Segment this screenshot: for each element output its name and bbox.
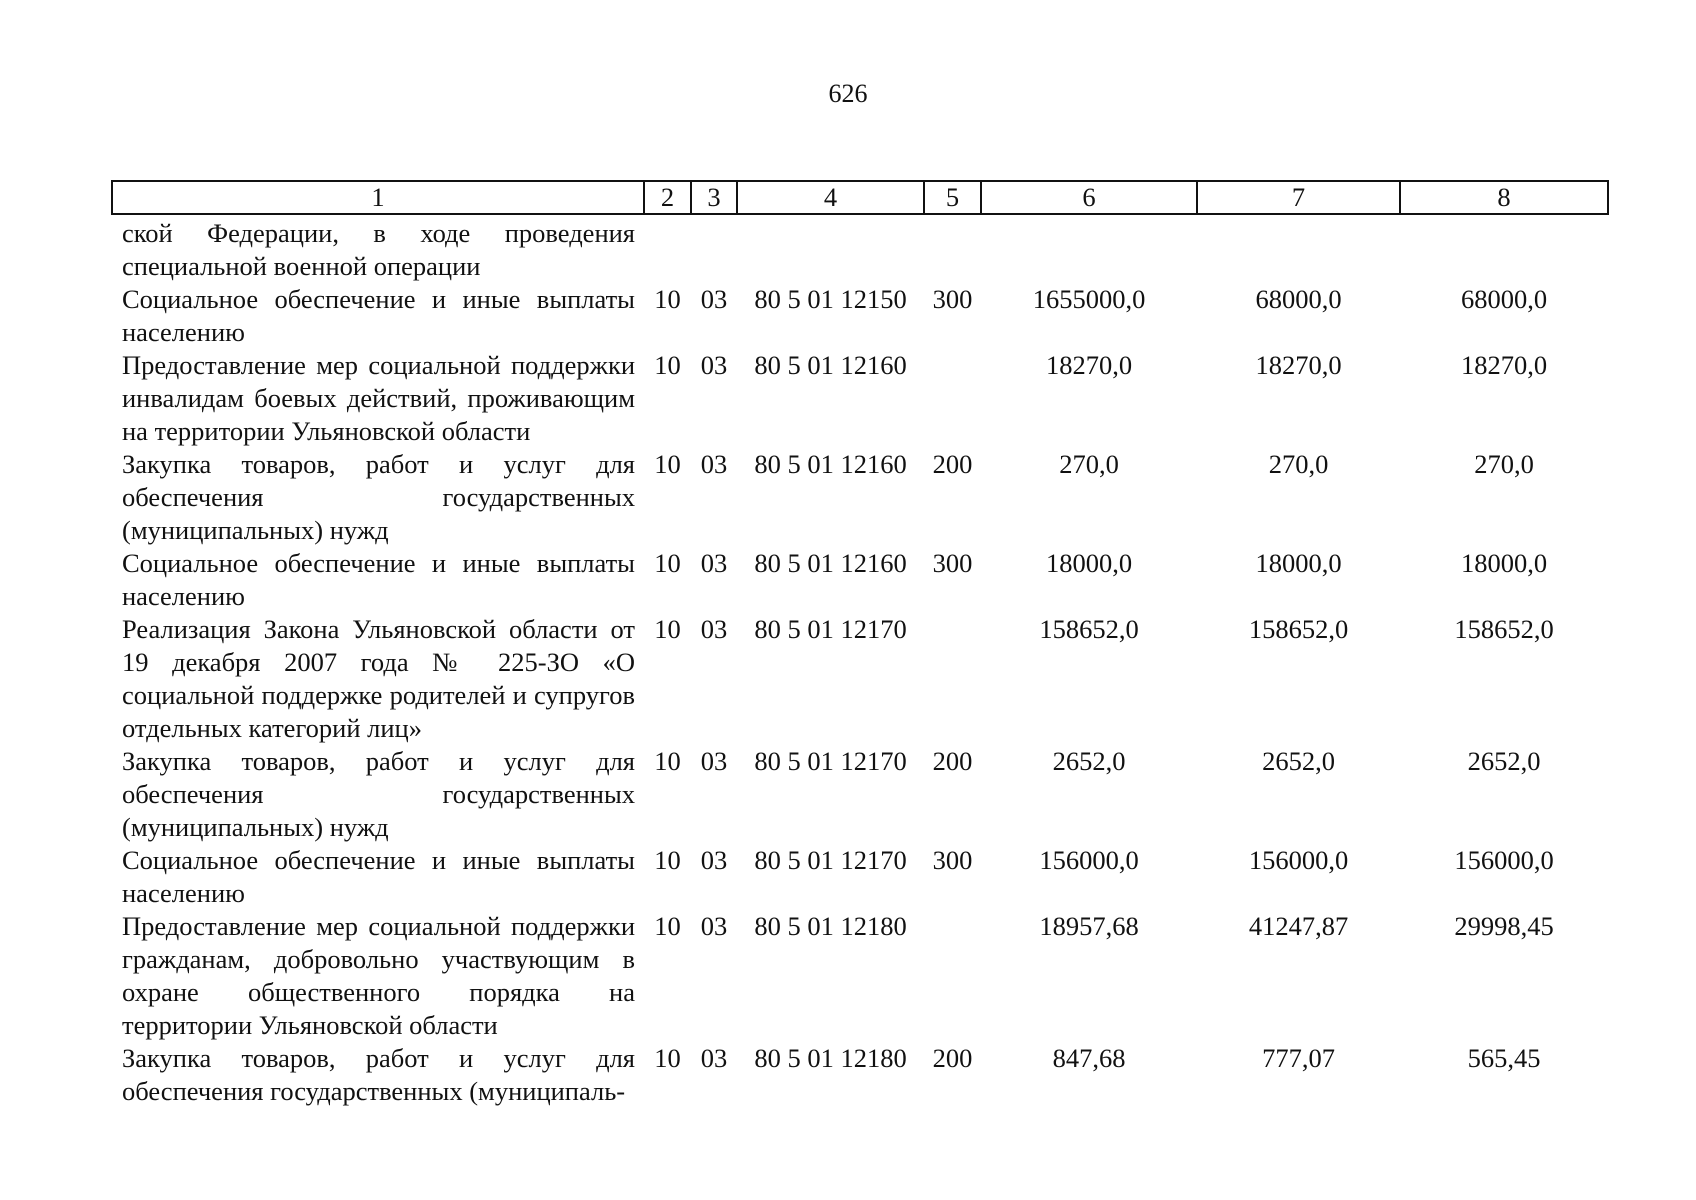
row-target-article: 80 5 01 12170 (754, 746, 907, 776)
row-amount-year-2: 270,0 (1268, 449, 1329, 479)
row-amount-year-3: 29998,45 (1454, 911, 1554, 941)
row-name: Закупка товаров, работ и услуг для обеспечения государственных (муниципаль- (122, 1043, 635, 1106)
row-subsection: 03 (700, 1043, 728, 1073)
row-amount-year-2: 156000,0 (1248, 845, 1349, 875)
row-name: Социальное обеспечение и иные выплаты населению (122, 548, 635, 611)
table-row (112, 613, 1608, 745)
row-target-article: 80 5 01 12160 (754, 449, 907, 479)
row-expense-type (924, 349, 981, 448)
row-name: Предоставление мер социальной поддержки инвалидам боевых действий, проживающим на территории Ульяновской области (122, 350, 635, 446)
row-section: 10 (654, 284, 681, 314)
row-amount-year-2: 777,07 (1262, 1043, 1335, 1073)
column-header-4: 4 (737, 181, 924, 214)
row-amount-year-2: 158652,0 (1248, 614, 1349, 644)
row-name: ской Федерации, в ходе проведения специальной военной операции (122, 218, 635, 281)
row-section: 10 (654, 614, 681, 644)
row-target-article: 80 5 01 12160 (754, 350, 907, 380)
row-amount-year-1: 847,68 (1052, 1043, 1126, 1073)
row-name: Предоставление мер социальной поддержки гражданам, добровольно участвующим в охране общественного порядка на территории Ульяновской области (122, 911, 635, 1040)
row-amount-year-1: 18270,0 (1045, 350, 1133, 380)
row-target-article: 80 5 01 12180 (754, 1043, 907, 1073)
row-target-article: 80 5 01 12150 (754, 284, 907, 314)
row-amount-year-3: 18000,0 (1460, 548, 1548, 578)
row-subsection: 03 (700, 350, 728, 380)
row-amount-year-3: 156000,0 (1454, 845, 1554, 875)
row-expense-type: 300 (932, 845, 973, 875)
row-subsection: 03 (700, 449, 728, 479)
table-row (112, 844, 1608, 910)
row-target-article: 80 5 01 12170 (754, 614, 907, 644)
table-row (112, 910, 1608, 1042)
row-expense-type: 200 (932, 1043, 973, 1073)
row-name: Закупка товаров, работ и услуг для обеспечения государственных (муниципальных) нужд (122, 449, 635, 545)
table-row (112, 448, 1608, 547)
table-row (112, 547, 1608, 613)
row-amount-year-3 (1400, 214, 1608, 283)
table-row (112, 745, 1608, 844)
row-section: 10 (654, 746, 681, 776)
row-amount-year-2: 2652,0 (1262, 746, 1335, 776)
row-section: 10 (654, 1043, 681, 1073)
row-name: Реализация Закона Ульяновской области от 19 декабря 2007 года № 225-ЗО «О социальной поддержке родителей и супругов отдельных категорий лиц» (122, 614, 635, 743)
row-section: 10 (654, 350, 681, 380)
row-expense-type: 200 (932, 746, 973, 776)
row-expense-type (924, 214, 981, 283)
row-expense-type: 300 (932, 284, 973, 314)
column-header-7: 7 (1197, 181, 1400, 214)
column-header-5: 5 (924, 181, 981, 214)
row-amount-year-1: 270,0 (1059, 449, 1119, 479)
row-amount-year-3: 565,45 (1467, 1043, 1541, 1073)
row-amount-year-3: 2652,0 (1467, 746, 1541, 776)
row-target-article (737, 214, 924, 283)
row-amount-year-2: 41247,87 (1248, 911, 1349, 941)
table-row (112, 283, 1608, 349)
row-name: Закупка товаров, работ и услуг для обеспечения государственных (муниципальных) нужд (122, 746, 635, 842)
row-section: 10 (654, 845, 681, 875)
row-subsection: 03 (700, 911, 728, 941)
row-amount-year-3: 18270,0 (1460, 350, 1548, 380)
table-row (112, 1042, 1608, 1108)
row-amount-year-2: 18000,0 (1255, 548, 1342, 578)
row-section: 10 (654, 911, 681, 941)
column-header-2: 2 (644, 181, 691, 214)
row-amount-year-1: 2652,0 (1052, 746, 1126, 776)
row-amount-year-2: 68000,0 (1255, 284, 1342, 314)
row-amount-year-3: 270,0 (1474, 449, 1534, 479)
table-row (112, 349, 1608, 448)
column-header-8: 8 (1400, 181, 1608, 214)
row-amount-year-1: 18000,0 (1045, 548, 1133, 578)
row-section: 10 (654, 548, 681, 578)
row-subsection: 03 (700, 284, 728, 314)
row-amount-year-1: 1655000,0 (1032, 284, 1146, 314)
column-header-3: 3 (691, 181, 737, 214)
row-amount-year-2: 18270,0 (1255, 350, 1342, 380)
row-name: Социальное обеспечение и иные выплаты населению (122, 284, 635, 347)
row-amount-year-1 (981, 214, 1197, 283)
budget-table (111, 180, 1609, 1108)
row-amount-year-1: 158652,0 (1039, 614, 1139, 644)
row-expense-type: 300 (932, 548, 973, 578)
row-subsection (691, 214, 737, 283)
row-amount-year-3: 68000,0 (1460, 284, 1548, 314)
table-row (112, 214, 1608, 283)
row-amount-year-3: 158652,0 (1454, 614, 1554, 644)
page-number: 626 (828, 79, 868, 108)
column-header-1: 1 (112, 181, 644, 214)
row-subsection: 03 (700, 746, 728, 776)
row-expense-type (924, 910, 981, 1042)
row-expense-type (924, 613, 981, 745)
row-section: 10 (654, 449, 681, 479)
row-expense-type: 200 (932, 449, 973, 479)
row-name: Социальное обеспечение и иные выплаты населению (122, 845, 635, 908)
row-target-article: 80 5 01 12180 (754, 911, 907, 941)
row-target-article: 80 5 01 12160 (754, 548, 907, 578)
row-amount-year-1: 156000,0 (1039, 845, 1139, 875)
row-target-article: 80 5 01 12170 (754, 845, 907, 875)
row-subsection: 03 (700, 845, 728, 875)
row-section (644, 214, 691, 283)
row-amount-year-1: 18957,68 (1039, 911, 1139, 941)
row-amount-year-2 (1197, 214, 1400, 283)
row-subsection: 03 (700, 548, 728, 578)
table-header-row (112, 181, 1608, 214)
column-header-6: 6 (981, 181, 1197, 214)
row-subsection: 03 (700, 614, 728, 644)
